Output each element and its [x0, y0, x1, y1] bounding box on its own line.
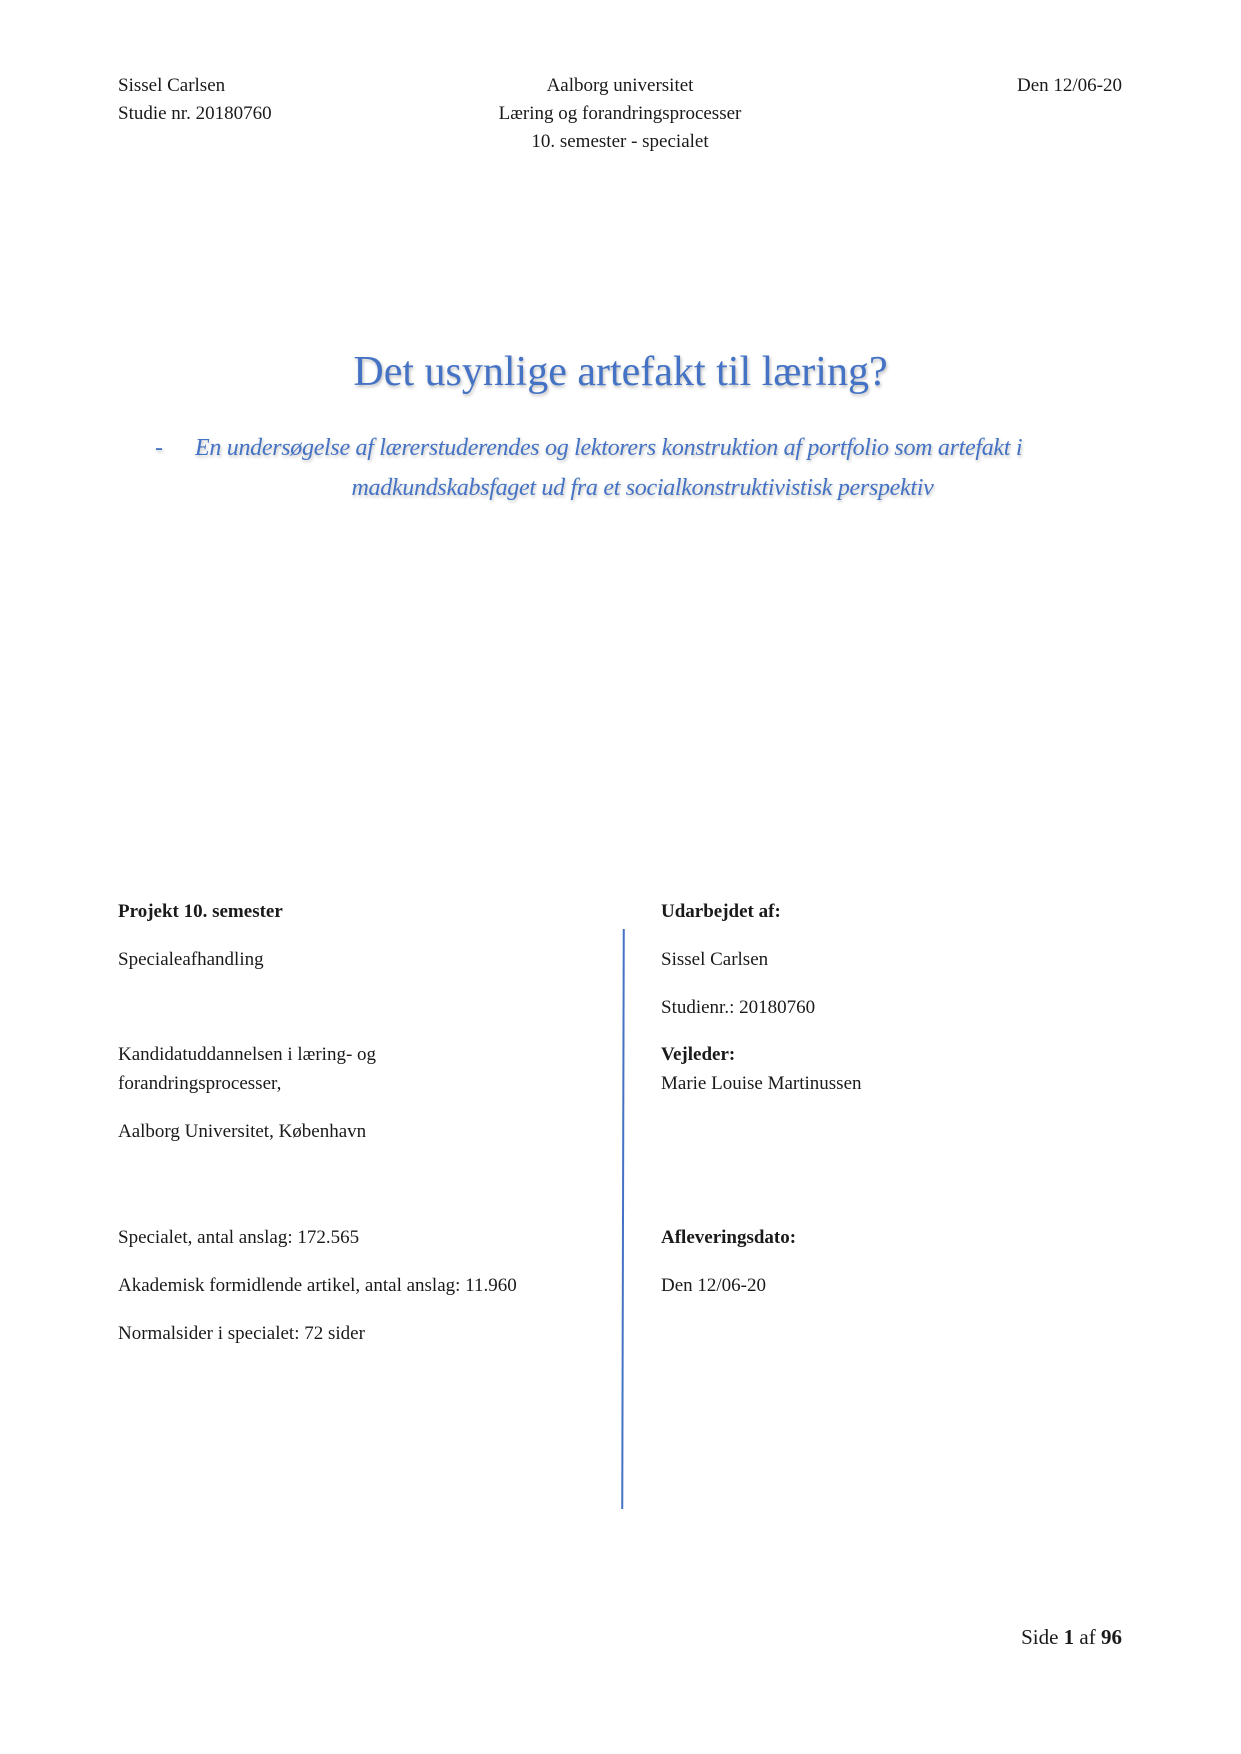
- program-line-1: Kandidatuddannelsen i læring- og: [118, 1044, 377, 1065]
- delivery-heading: Afleveringsdato:: [661, 1227, 797, 1248]
- supervisor-heading: Vejleder:: [661, 1044, 736, 1065]
- subtitle-line-2: madkundskabsfaget ud fra et socialkonstruktivistisk perspektiv: [351, 475, 934, 501]
- header-date: Den 12/06-20: [1016, 75, 1122, 96]
- column-divider: [621, 929, 625, 1509]
- header-university: Aalborg universitet: [546, 75, 694, 96]
- header-author-name: Sissel Carlsen: [118, 75, 226, 96]
- stat-thesis-characters: Specialet, antal anslag: 172.565: [118, 1227, 360, 1248]
- document-title: Det usynlige artefakt til læring?: [353, 349, 888, 395]
- header-program: Læring og forandringsprocesser: [498, 103, 742, 124]
- author-heading: Udarbejdet af:: [661, 901, 781, 922]
- delivery-date: Den 12/06-20: [661, 1275, 767, 1296]
- program-line-2: forandringsprocesser,: [118, 1073, 282, 1094]
- page-number: [1021, 1625, 1122, 1650]
- current-page: 1: [1063, 1625, 1075, 1649]
- stat-article-characters: Akademisk formidlende artikel, antal anslag: 11.960: [118, 1275, 517, 1296]
- university-location: Aalborg Universitet, København: [118, 1121, 367, 1142]
- author-name: Sissel Carlsen: [661, 949, 769, 970]
- subtitle-line-1: En undersøgelse af lærerstuderendes og lektorers konstruktion af portfolio som artefakt i: [195, 435, 1023, 461]
- stat-normal-pages: Normalsider i specialet: 72 sider: [118, 1323, 365, 1344]
- page-separator: af: [1079, 1625, 1096, 1649]
- header-author-block: [118, 72, 272, 128]
- project-type: Specialeafhandling: [118, 949, 264, 970]
- subtitle-dash: -: [155, 435, 163, 461]
- total-pages: 96: [1101, 1625, 1122, 1649]
- page-prefix: Side: [1021, 1625, 1059, 1649]
- header-institution-block: [420, 72, 820, 156]
- student-number: Studienr.: 20180760: [661, 997, 816, 1018]
- header-semester: 10. semester - specialet: [531, 131, 709, 152]
- header-student-number: Studie nr. 20180760: [118, 103, 272, 124]
- project-heading: Projekt 10. semester: [118, 901, 283, 922]
- supervisor-name: Marie Louise Martinussen: [661, 1073, 862, 1094]
